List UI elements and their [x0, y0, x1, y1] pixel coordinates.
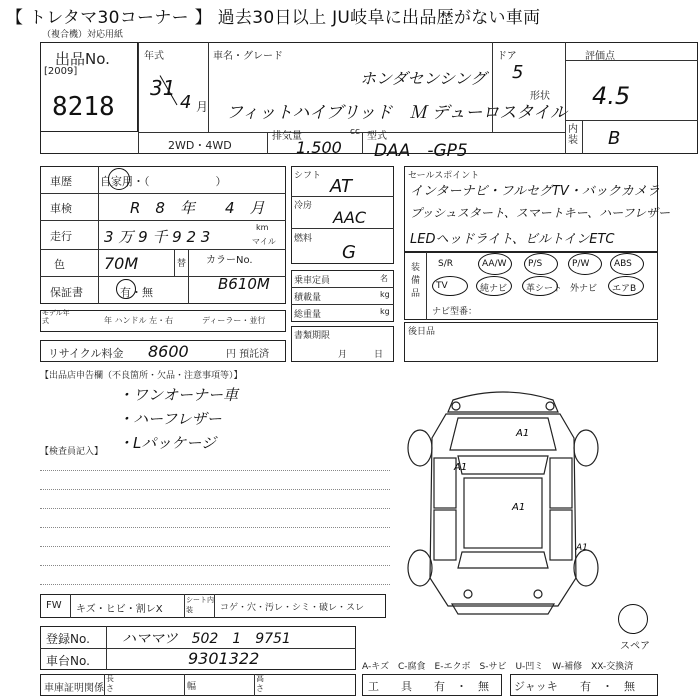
- equip-option: P/S: [528, 259, 543, 269]
- wheel-fl: [408, 430, 432, 466]
- hood: [450, 418, 556, 450]
- header-banner: [0, 0, 700, 30]
- damage-mark-hood: A1: [516, 428, 530, 439]
- sales-line-2: プッシュスタート、スマートキー、ハーフレザー: [410, 206, 671, 220]
- size-label: 車庫証明関係: [44, 683, 104, 694]
- inspector-label: 【検査員記入】: [40, 447, 104, 457]
- wheel-rl: [408, 550, 432, 586]
- spare-circle: [618, 604, 648, 634]
- door-value: 5: [512, 62, 524, 83]
- spare-label: スペア: [620, 641, 650, 652]
- seat-label: シート内装: [186, 596, 214, 614]
- wheel-fr: [574, 430, 598, 466]
- history-options: 自家用・（ ）: [100, 175, 227, 188]
- drive-type: 2WD・4WD: [168, 139, 232, 152]
- damage-mark-right: A1: [576, 543, 588, 553]
- left-rear-door: [434, 510, 456, 560]
- wheel-rr: [574, 550, 598, 586]
- header-title: 【 トレタマ30コーナー 】 過去30日以上 JU岐阜に出品歴がない車両: [6, 8, 541, 28]
- color-label: 色: [54, 258, 65, 271]
- shape-label: 形状: [530, 91, 550, 102]
- equip-option: エアB: [612, 284, 637, 294]
- mileage-unit-km: km: [256, 223, 269, 232]
- month-unit: 月: [196, 100, 209, 114]
- front-left-fog: [452, 402, 460, 410]
- interior-value: B: [608, 128, 621, 149]
- model-value: DAA -GP5: [374, 141, 468, 161]
- tools-options: 有 ・ 無: [434, 680, 489, 693]
- note-1: ・ワンオーナー車: [118, 386, 239, 404]
- capacity-label: 乗車定員: [294, 276, 331, 286]
- fw-options: キズ・ヒビ・割レX: [76, 604, 163, 615]
- recycle-unit: 円 預託済: [226, 349, 270, 360]
- equip-option: 外ナビ: [570, 284, 598, 294]
- ac-label: 冷房: [294, 201, 313, 211]
- fuel-value: G: [342, 242, 356, 263]
- score-label: 評価点: [585, 51, 615, 62]
- jack-label: ジャッキ: [514, 680, 558, 693]
- after-section: [404, 322, 658, 362]
- jack-options: 有 ・ 無: [580, 680, 635, 693]
- windshield: [458, 456, 548, 474]
- load-unit: kg: [380, 290, 390, 299]
- load-label: 積載量: [294, 293, 322, 303]
- reg-label: 登録No.: [46, 632, 90, 646]
- fuel-label: 燃料: [294, 234, 313, 244]
- equip-option-circle: [476, 276, 512, 296]
- mileage-value: 3 万 9 千 9 2 3: [104, 228, 211, 246]
- size-col-length: 長さ: [106, 674, 114, 693]
- rear-right-light: [534, 590, 542, 598]
- door-label: ドア: [497, 51, 517, 62]
- car-name-label: 車名・グレード: [213, 51, 283, 62]
- equip-option-circle: [432, 276, 468, 296]
- sheet-type-note: （複合機）対応用紙: [42, 30, 124, 40]
- equip-option-circle: [608, 276, 644, 296]
- notes-label: 【出品店申告欄（不良箇所・欠品・注意事項等）】: [40, 371, 243, 381]
- month-value: 4: [180, 92, 192, 113]
- warranty-options: 有・無: [120, 286, 153, 299]
- year-label: 年式: [144, 51, 164, 62]
- equip-option-circle: [522, 276, 558, 296]
- damage-legend: A-キズ C-腐食 E-エクボ S-サビ U-凹ミ W-補修 XX-交換済: [362, 662, 634, 672]
- equip-option: AA/W: [482, 259, 507, 269]
- equip-option-circle: [568, 253, 602, 275]
- model-label: 型式: [367, 131, 387, 142]
- inspector-line: [40, 584, 390, 585]
- rear-window: [458, 552, 548, 568]
- chassis-label: 車台No.: [46, 654, 90, 668]
- tools-label: 工 具: [368, 680, 412, 693]
- equip-option: ABS: [614, 259, 632, 269]
- chassis-value: 9301322: [188, 649, 260, 668]
- sales-label: セールスポイント: [408, 171, 480, 181]
- reg-value: ハママツ 502 1 9751: [122, 631, 291, 647]
- car-name: ホンダセンシング: [360, 69, 487, 88]
- size-col-width: 幅: [187, 682, 197, 692]
- handle-label: 年 ハンドル 左・右: [104, 316, 174, 325]
- deadline-unit: 月 日: [338, 350, 384, 360]
- front-right-fog: [546, 402, 554, 410]
- inspector-line: [40, 508, 390, 509]
- history-label: 車歴: [50, 175, 72, 188]
- warranty-circle: [116, 279, 136, 299]
- score-value: 4.5: [592, 82, 631, 110]
- right-front-door: [550, 458, 572, 508]
- deadline-label: 書類期限: [294, 331, 331, 341]
- equip-option-circle: [524, 253, 558, 275]
- recycle-value: 8600: [148, 342, 189, 361]
- year-value: 31: [150, 76, 176, 100]
- interior-label: 内装: [568, 124, 578, 146]
- model-year-label: モデル年式: [42, 309, 70, 325]
- capacity-unit: 名: [380, 274, 388, 283]
- car-grade: フィットハイブリッド Ｍ デューロスタイル: [226, 103, 567, 123]
- equip-option-circle: [610, 253, 644, 275]
- equip-option-circle: [478, 253, 512, 275]
- displacement-unit: cc: [350, 127, 360, 137]
- inspector-line: [40, 527, 390, 528]
- sales-line-1: インターナビ・フルセグTV・バックカメラ: [410, 184, 660, 199]
- displacement-label: 排気量: [272, 131, 302, 142]
- fw-label: FW: [46, 600, 62, 611]
- shift-label: シフト: [294, 171, 322, 181]
- damage-mark-roof: A1: [512, 502, 526, 513]
- inspector-line: [40, 489, 390, 490]
- seat-options: コゲ・穴・汚レ・シミ・破レ・スレ: [220, 603, 365, 613]
- history-circle: [108, 168, 130, 190]
- equip-option: TV: [436, 281, 448, 291]
- size-col-height: 高さ: [256, 674, 264, 693]
- lot-label: 出品No.: [55, 50, 110, 68]
- inspector-line: [40, 546, 390, 547]
- dealer-label: ディーラー・並行: [202, 316, 266, 325]
- inspector-line: [40, 565, 390, 566]
- recycle-label: リサイクル料金: [48, 347, 124, 360]
- lot-number: 8218: [52, 92, 115, 122]
- inspector-line: [40, 470, 390, 471]
- shift-value: AT: [330, 176, 352, 197]
- right-rear-door: [550, 510, 572, 560]
- front-bumper: [448, 392, 558, 412]
- note-3: ・Lパッケージ: [118, 434, 217, 452]
- mileage-label: 走行: [50, 230, 72, 243]
- roof: [464, 478, 542, 548]
- shaken-value: R 8 年 4 月: [130, 199, 265, 217]
- mileage-unit-mile: マイル: [252, 237, 276, 246]
- displacement-value: 1.500: [296, 138, 342, 157]
- damage-mark-left: A1: [454, 462, 468, 473]
- equip-option: S/R: [438, 259, 453, 269]
- rear-left-light: [464, 590, 472, 598]
- lot-sub: [2009]: [44, 66, 78, 77]
- gross-label: 総重量: [294, 310, 322, 320]
- color-no-value: B610M: [218, 275, 270, 293]
- color-change: 替: [177, 259, 187, 269]
- color-value: 70M: [104, 254, 139, 273]
- car-diagram: [398, 378, 608, 618]
- color-no-label: カラーNo.: [206, 255, 253, 266]
- equip-option: P/W: [572, 259, 590, 269]
- equip-label: 装備品: [411, 263, 421, 299]
- sales-line-3: LEDヘッドライト、ビルトインETC: [410, 232, 615, 247]
- after-label: 後日品: [408, 327, 436, 337]
- note-2: ・ハーフレザー: [118, 410, 222, 428]
- ac-value: AAC: [333, 208, 367, 227]
- navi-model-label: ナビ型番：: [432, 307, 478, 317]
- equip-option: 革シート: [526, 284, 563, 294]
- warranty-label: 保証書: [50, 286, 83, 299]
- equip-option: 純ナビ: [480, 284, 508, 294]
- left-front-door: [434, 458, 456, 508]
- shaken-label: 車検: [50, 202, 72, 215]
- gross-unit: kg: [380, 307, 390, 316]
